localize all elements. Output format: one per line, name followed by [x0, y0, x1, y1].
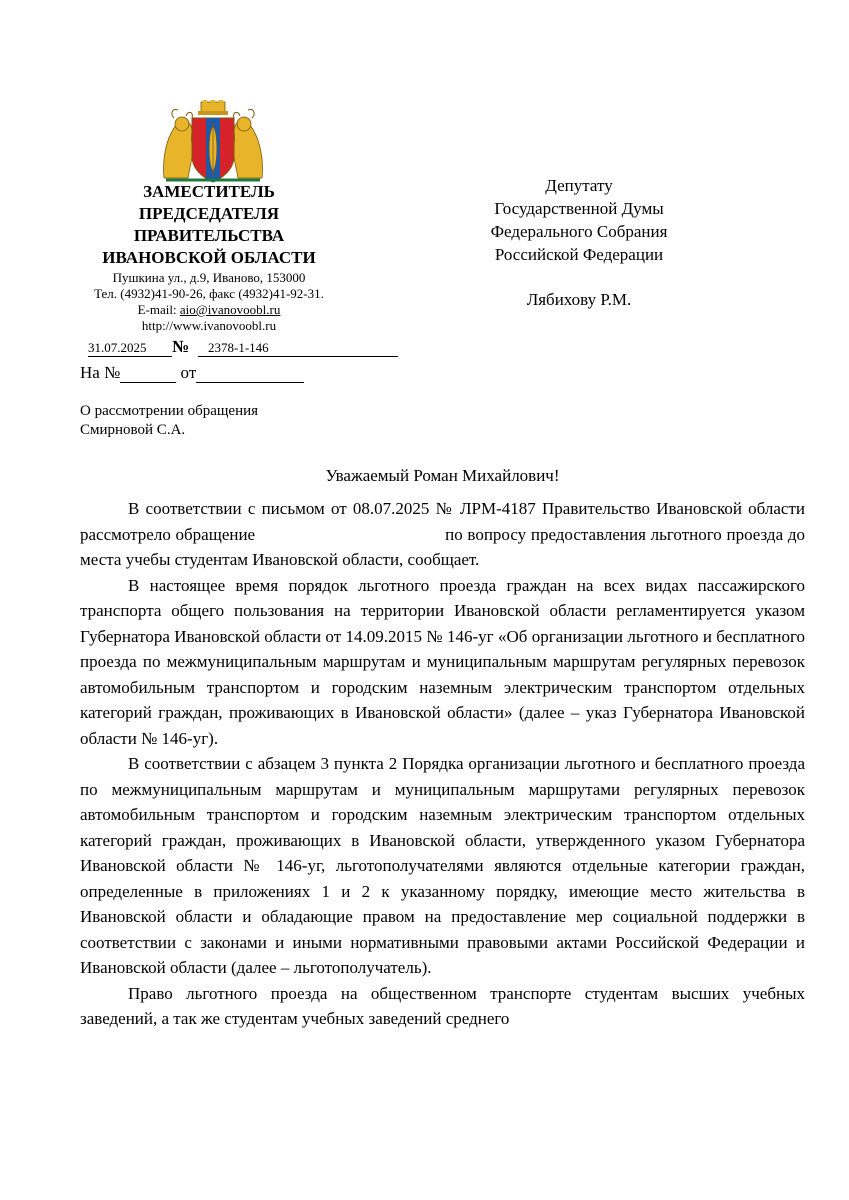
reply-number-blank — [120, 362, 176, 383]
registration-line — [80, 337, 325, 360]
reply-date-label: от — [180, 363, 197, 382]
registration-number: 2378-1-146 — [198, 340, 398, 357]
document-date: 31.07.2025 — [88, 340, 172, 357]
salutation: Уважаемый Роман Михайлович! — [325, 466, 560, 485]
phone-fax: Тел. (4932)41-90-26, факс (4932)41-92-31. — [94, 286, 324, 301]
email-link[interactable]: aio@ivanovoobl.ru — [179, 302, 281, 317]
paragraph-text: по вопросу предоставления льготного проезда до места учебы студентам Ивановской области, сообщает. — [80, 524, 805, 569]
website-link[interactable]: http://www.ivanovoobl.ru — [141, 318, 277, 333]
paragraph: В соответствии с абзацем 3 пункта 2 Порядка организации льготного и бесплатного проезда по межмуниципальным маршрутам и муниципальным маршрутами регулярных перевозок автомобильным транспортом и городским наземным электрическим транспортом отдельных категорий граждан, проживающих в Ивановской области, утвержденного указом Губернатора Ивановской области № 146-уг, льготополучателями являются отдельные категории граждан, определенные в приложениях 1 и 2 к указанному порядку, имеющие место жительства в Ивановской области и обладающие правом на предоставление мер социальной поддержки в соответствии с законами и иными нормативными правовыми актами Российской Федерации и Ивановской области (далее – льготополучатель). — [80, 754, 805, 977]
addressee-name: Лябихову Р.М. — [526, 290, 632, 309]
org-title-line: ИВАНОВСКОЙ ОБЛАСТИ — [102, 248, 316, 267]
letter-subject — [80, 402, 258, 440]
reply-reference — [80, 362, 304, 383]
paragraph: Право льготного проезда на общественном транспорте студентам высших учебных заведений, а так же студентам учебных заведений среднего — [80, 983, 805, 1028]
addressee-line: Государственной Думы — [494, 199, 664, 218]
reply-date-blank — [196, 362, 304, 383]
lion-supporter-left-icon — [163, 110, 192, 178]
org-title-line: ЗАМЕСТИТЕЛЬ — [143, 182, 275, 201]
org-title-line: ПРАВИТЕЛЬСТВА — [133, 226, 285, 245]
address: Пушкина ул., д.9, Иваново, 153000 — [112, 270, 306, 285]
organization-contacts — [80, 270, 338, 334]
addressee-line: Российской Федерации — [494, 245, 664, 264]
shield-icon — [192, 118, 234, 182]
email-line — [80, 302, 338, 318]
org-title-line: ПРЕДСЕДАТЕЛЯ — [138, 204, 280, 223]
subject-line: О рассмотрении обращения — [80, 403, 259, 419]
addressee-line: Федерального Собрания — [490, 222, 668, 241]
subject-line: Смирновой С.А. — [80, 422, 186, 438]
letter-body — [80, 496, 805, 1032]
crown-icon — [198, 100, 228, 115]
addressee-line: Депутату — [545, 176, 613, 195]
paragraph-text: В соответствии с письмом от 08.07.2025 № ЛРМ-4187 Правительство Ивановской области рассмотрело обращение — [80, 499, 805, 544]
email-label: E-mail: — [137, 302, 180, 317]
paragraph: В настоящее время порядок льготного проезда граждан на всех видах пассажирского транспорта общего пользования на территории Ивановской области регламентируется указом Губернатора Ивановской области от 14.09.2015 № 146-уг «Об организации льготного и бесплатного проезда по межмуниципальным маршрутам и муниципальным маршрутам регулярных перевозок автомобильным транспортом и городским наземным электрическим транспортом отдельных категорий граждан, проживающих в Ивановской области» (далее – указ Губернатора Ивановской области № 146-уг). — [80, 575, 805, 748]
lion-supporter-right-icon — [233, 110, 262, 178]
number-sign: № — [172, 337, 190, 356]
coat-of-arms-emblem — [160, 100, 266, 184]
reply-number-label: На № — [80, 363, 121, 382]
organization-title — [80, 181, 338, 269]
paragraph — [80, 496, 805, 573]
addressee-block — [458, 174, 700, 266]
